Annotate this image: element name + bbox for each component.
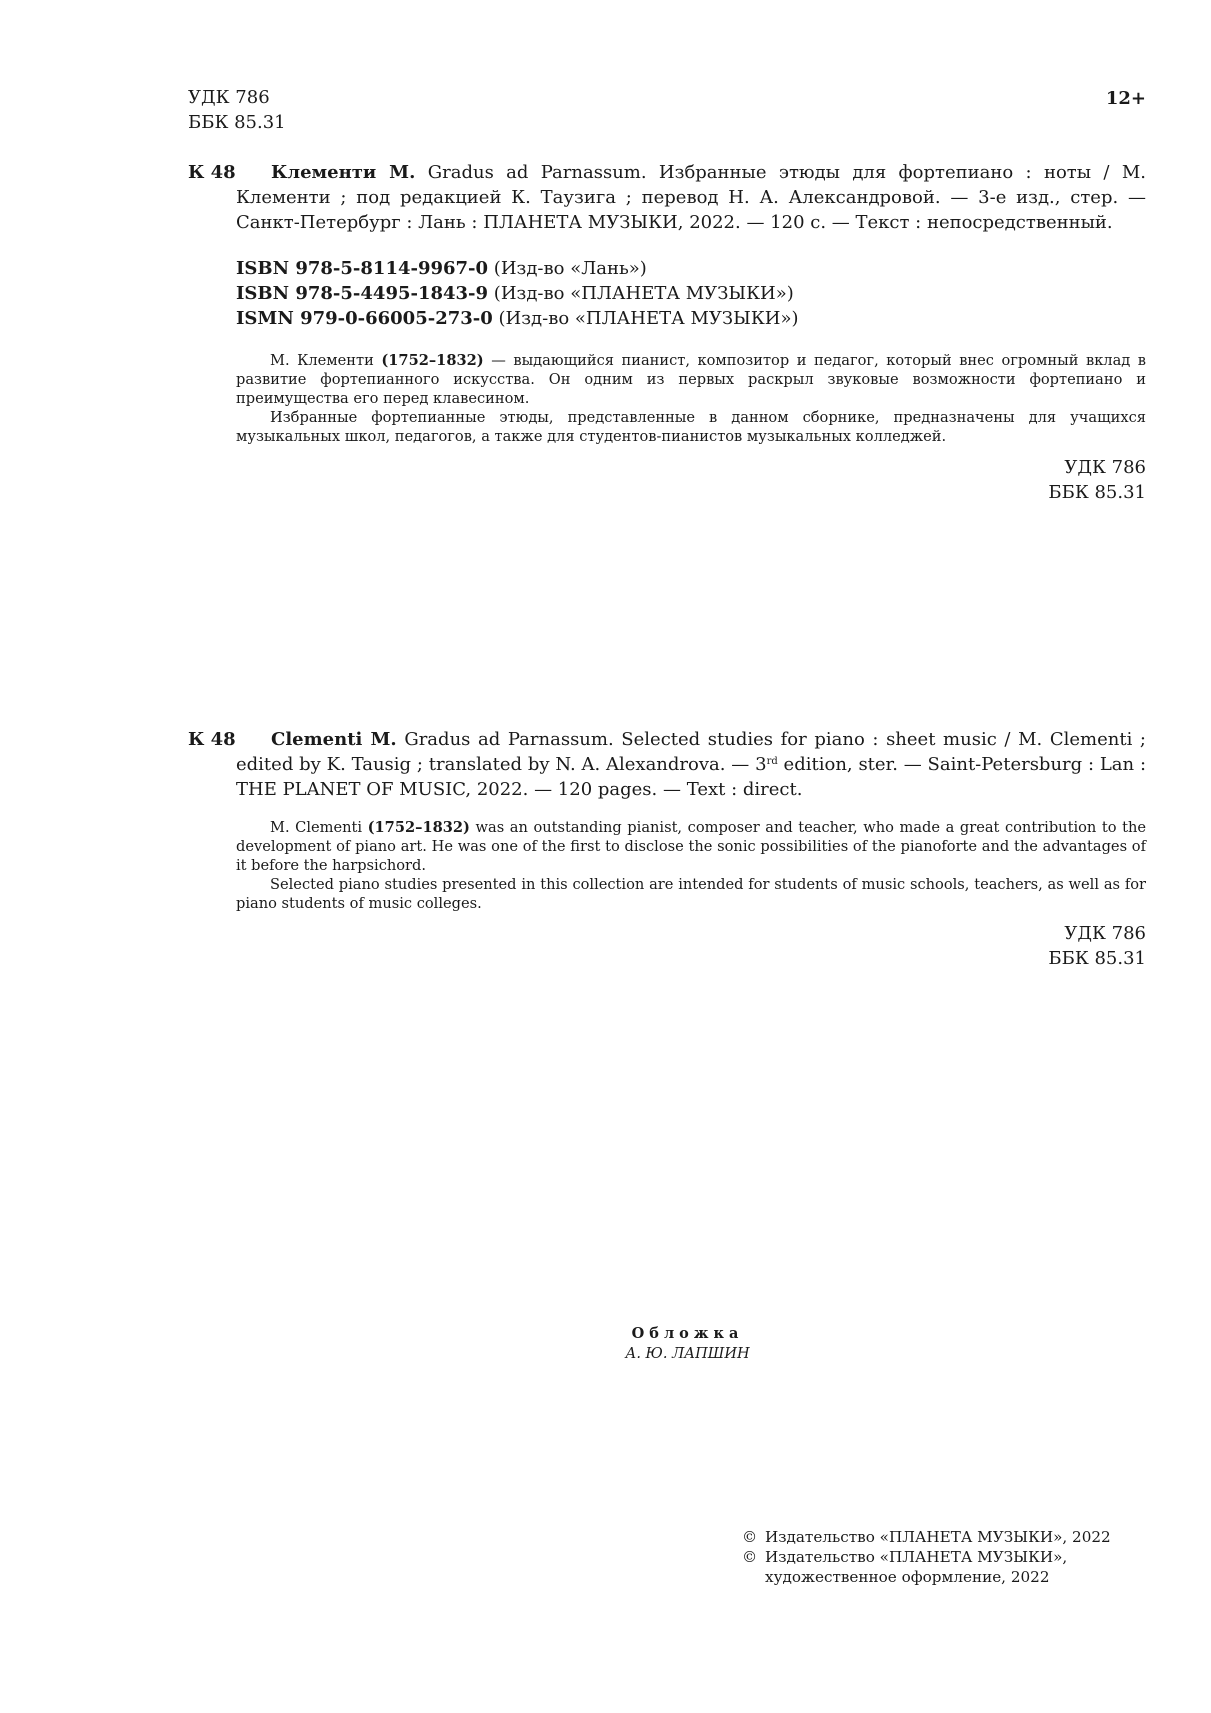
entry-description-start: Gradus ad Parnassum. Selected studies for piano : sheet music / M. Clementi ; edited by K. Tausig ; translated by N. A. Alexandrova. — 3 xyxy=(236,729,1146,775)
annotation-text: was an outstanding pianist, composer and teacher, who made a great contribution to the development of piano art. He was one of the first to disclose the sonic possibilities of the pianoforte and the advantages of it before the harpsichord. xyxy=(236,819,1147,874)
isbn-number: ISBN 978-5-4495-1843-9 xyxy=(236,283,489,304)
copyright-line xyxy=(742,1527,1162,1547)
header-udk: УДК 786 xyxy=(188,87,270,108)
ismn-publisher: (Изд-во «ПЛАНЕТА МУЗЫКИ») xyxy=(498,308,799,329)
annotation-paragraph xyxy=(236,818,1146,875)
bbk-code: ББК 85.31 xyxy=(1048,482,1146,503)
isbn-publisher: (Изд-во «Лань») xyxy=(493,258,647,279)
udk-code: УДК 786 xyxy=(1064,923,1146,944)
copyright-continuation: художественное оформление, 2022 xyxy=(765,1568,1050,1586)
annotation-paragraph: Selected piano studies presented in this collection are intended for students of music schools, teachers, as well as for piano students of music colleges. xyxy=(236,876,1146,912)
classification-codes-ru xyxy=(946,455,1146,505)
ordinal-suffix: rd xyxy=(766,756,778,767)
header-classification xyxy=(188,85,388,135)
annotation-name: М. Клементи xyxy=(270,352,374,369)
author-mark-code: К 48 xyxy=(188,729,236,750)
author-mark-code: К 48 xyxy=(188,162,236,183)
isbn-number: ISBN 978-5-8114-9967-0 xyxy=(236,258,489,279)
entry-description: Gradus ad Parnassum. Избранные этюды для фортепиано : ноты / М. Клементи ; под редакцией К. Таузига ; перевод Н. А. Александровой. — 3-е изд., стер. — Санкт-Петербург : Лань : ПЛАНЕТА МУЗЫКИ, 2022. — 120 с. — Текст : непосредственный. xyxy=(236,162,1146,233)
entry-author: Clementi M. xyxy=(271,729,397,750)
ismn-number: ISMN 979-0-66005-273-0 xyxy=(236,308,493,329)
copyright-symbol: © xyxy=(742,1548,758,1566)
copyright-line xyxy=(742,1547,1162,1567)
catalog-entry-ru xyxy=(188,160,1146,235)
annotation-paragraph: Избранные фортепианные этюды, представленные в данном сборнике, предназначены для учащихся музыкальных школ, педагогов, а также для студентов-пианистов музыкальных колледжей. xyxy=(236,409,1146,445)
catalog-entry-en xyxy=(188,727,1146,802)
age-rating: 12+ xyxy=(1105,88,1146,109)
annotation-years: (1752–1832) xyxy=(381,352,484,369)
bbk-code: ББК 85.31 xyxy=(1048,948,1146,969)
isbn-publisher: (Изд-во «ПЛАНЕТА МУЗЫКИ») xyxy=(493,283,794,304)
copyright-block xyxy=(742,1527,1162,1587)
isbn-row xyxy=(236,256,936,281)
annotation-paragraph xyxy=(236,351,1146,408)
copyright-text: Издательство «ПЛАНЕТА МУЗЫКИ», xyxy=(765,1548,1068,1566)
entry-description-end: edition, ster. — Saint-Petersburg : Lan : THE PLANET OF MUSIC, 2022. — 120 pages. — Text : direct. xyxy=(236,754,1147,800)
copyright-symbol: © xyxy=(742,1528,758,1546)
cover-designer: А. Ю. ЛАПШИН xyxy=(625,1346,750,1362)
isbn-row xyxy=(236,281,936,306)
annotation-text: — выдающийся пианист, композитор и педагог, который внес огромный вклад в развитие фортепианного искусства. Он одним из первых раскрыл звуковые возможности фортепиано и преимущества его перед клавесином. xyxy=(236,352,1147,407)
annotation-name: M. Clementi xyxy=(270,819,363,836)
classification-codes-en xyxy=(946,921,1146,971)
annotation-ru xyxy=(236,351,1146,446)
copyright-text: Издательство «ПЛАНЕТА МУЗЫКИ», 2022 xyxy=(765,1528,1111,1546)
header-bbk: ББК 85.31 xyxy=(188,112,286,133)
annotation-years: (1752–1832) xyxy=(367,819,470,836)
annotation-en xyxy=(236,818,1146,913)
isbn-list xyxy=(236,256,936,331)
udk-code: УДК 786 xyxy=(1064,457,1146,478)
entry-author: Клементи М. xyxy=(271,162,416,183)
cover-credit xyxy=(0,1324,1211,1364)
ismn-row xyxy=(236,306,936,331)
cover-label: Обложка xyxy=(631,1325,744,1342)
